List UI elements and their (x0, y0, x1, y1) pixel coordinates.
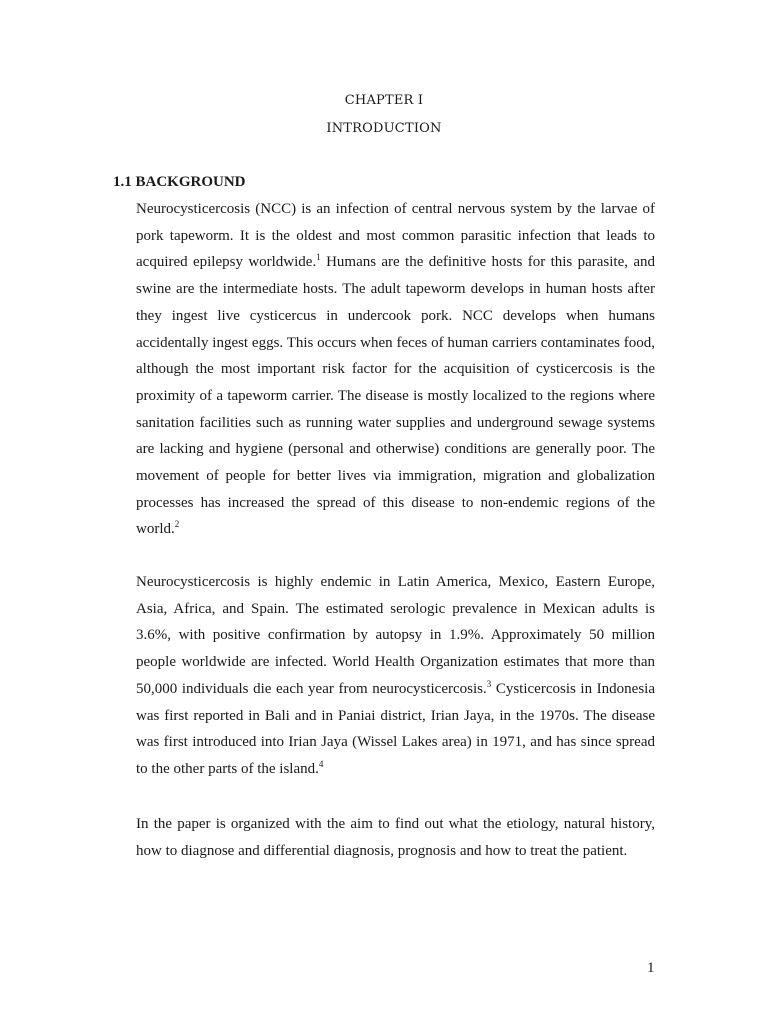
paragraph-background-2 (136, 569, 655, 783)
paragraph-text: In the paper is organized with the aim to find out what the etiology, natural history, how to diagnose and differential diagnosis, prognosis and how to treat the patient. (136, 816, 655, 859)
page-number: 1 (647, 960, 655, 976)
chapter-label: CHAPTER I (344, 93, 424, 108)
chapter-title: INTRODUCTION (326, 121, 442, 136)
paragraph-text: Neurocysticercosis is highly endemic in Latin America, Mexico, Eastern Europe, Asia, Africa, and Spain. The estimated serologic prevalence in Mexican adults is 3.6%, with positive confirmation by autopsy in 1.9%. Approximately 50 million people worldwide are infected. World Health Organization estimates that more than 50,000 individuals die each year from neurocysticercosis. (136, 574, 655, 697)
section-heading: 1.1 BACKGROUND (113, 174, 246, 190)
paragraph-background-3 (136, 811, 655, 864)
footnote-ref-4: 4 (318, 758, 324, 769)
paragraph-text: Cysticercosis in Indonesia was first reported in Bali and in Paniai district, Irian Jaya, in the 1970s. The disease was first introduced into Irian Jaya (Wissel Lakes area) in 1971, and has since spread to the other parts of the island. (136, 680, 655, 777)
paragraph-background-1 (136, 196, 655, 543)
footnote-ref-3: 3 (486, 678, 492, 689)
paragraph-text: Neurocysticercosis (NCC) is an infection of central nervous system by the larvae of pork tapeworm. It is the oldest and most common parasitic infection that leads to acquired epilepsy worldwide. (136, 201, 655, 271)
footnote-ref-1: 1 (316, 252, 321, 263)
paragraph-text: Humans are the definitive hosts for this parasite, and swine are the intermediate hosts. The adult tapeworm develops in human hosts after they ingest live cysticercus in undercook pork. NCC develops when humans accidentally ingest eggs. This occurs when feces of human carriers contaminates food, although the most important risk factor for the acquisition of cysticercosis is the proximity of a tapeworm carrier. The disease is mostly localized to the regions where sanitation facilities such as running water supplies and underground sewage systems are lacking and hygiene (personal and otherwise) conditions are generally poor. The movement of people for better lives via immigration, migration and globalization processes has increased the spread of this disease to non-endemic regions of the world. (136, 254, 655, 538)
footnote-ref-2: 2 (174, 519, 180, 530)
